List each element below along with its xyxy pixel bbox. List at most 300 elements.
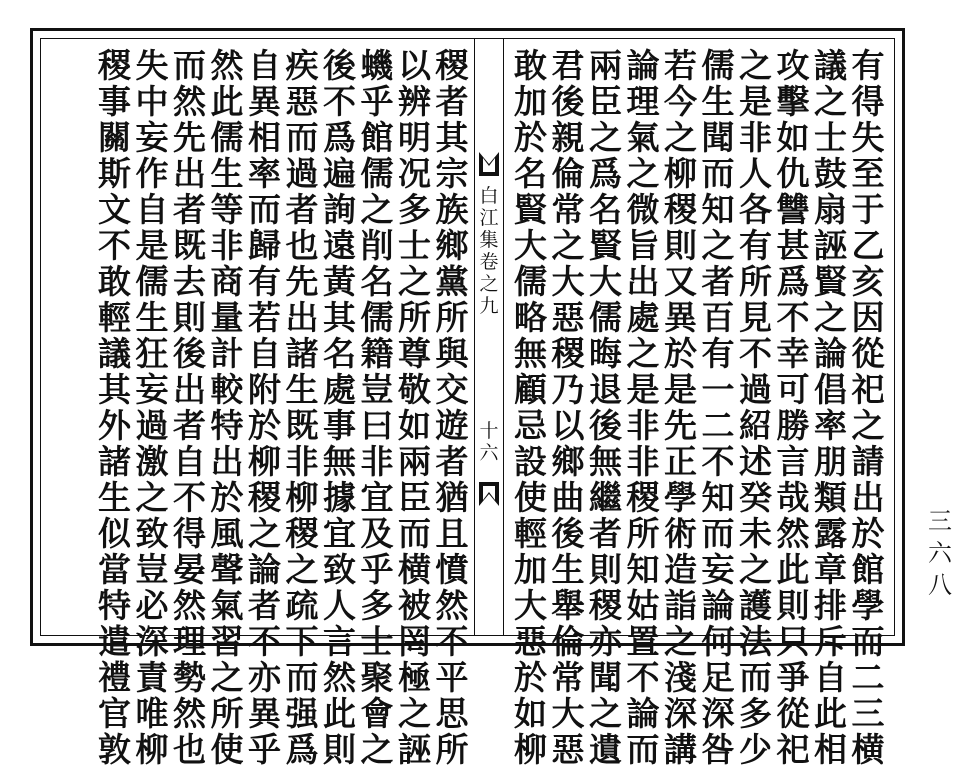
char: 於 (664, 334, 697, 373)
char: 常 (551, 658, 585, 697)
char: 不 (701, 442, 735, 481)
char: 柳 (285, 478, 319, 517)
char: 之 (701, 226, 735, 265)
char: 先 (173, 118, 206, 157)
char: 類 (814, 478, 847, 517)
text-column-left-1 (432, 46, 472, 769)
char: 議 (814, 46, 847, 85)
char: 於 (851, 514, 885, 553)
char: 之 (248, 514, 281, 553)
char: 失 (851, 118, 885, 157)
center-fold-band (474, 38, 504, 636)
char: 柳 (514, 730, 547, 769)
char: 率 (248, 154, 281, 193)
char: 今 (664, 82, 697, 121)
char: 江 (479, 207, 499, 229)
char: 多 (398, 190, 431, 229)
char: 稷 (285, 514, 319, 553)
char: 護 (739, 586, 772, 625)
char: 官 (98, 694, 131, 733)
char: 又 (664, 262, 697, 301)
char: 詢 (323, 190, 356, 229)
char: 常 (551, 190, 585, 229)
char: 計 (210, 334, 244, 373)
char: 先 (285, 262, 319, 301)
char: 從 (776, 694, 810, 733)
char: 是 (135, 226, 169, 265)
char: 儒 (514, 262, 547, 301)
char: 而 (739, 658, 772, 697)
char: 紹 (739, 406, 772, 445)
char: 館 (851, 550, 885, 589)
char: 是 (739, 82, 772, 121)
char: 者 (435, 82, 469, 121)
char: 事 (323, 406, 356, 445)
char: 所 (210, 694, 244, 733)
char: 誣 (398, 730, 431, 769)
text-column-right-4 (736, 46, 776, 769)
char: 而 (851, 622, 885, 661)
char: 先 (664, 406, 697, 445)
char: 倫 (551, 154, 585, 193)
char: 及 (360, 514, 394, 553)
char: 不 (435, 622, 469, 661)
char: 聲 (210, 550, 244, 589)
char: 疾 (285, 46, 319, 85)
char: 深 (135, 622, 169, 661)
char: 則 (589, 550, 622, 589)
char: 去 (173, 262, 206, 301)
char: 大 (551, 694, 585, 733)
char: 然 (173, 82, 206, 121)
char: 之 (210, 658, 244, 697)
char: 所 (739, 262, 772, 301)
char: 與 (435, 334, 469, 373)
char: 惡 (551, 298, 585, 337)
char: 稷 (551, 334, 585, 373)
char: 之 (285, 550, 319, 589)
char: 如 (398, 406, 431, 445)
char: 其 (323, 298, 356, 337)
char: 若 (664, 46, 697, 85)
char: 之 (664, 622, 697, 661)
char: 不 (98, 226, 131, 265)
char: 扇 (814, 190, 847, 229)
char: 之 (626, 154, 660, 193)
char: 生 (210, 154, 244, 193)
fish-tail-top-icon (477, 150, 501, 178)
char: 出 (851, 478, 885, 517)
char: 知 (701, 190, 735, 229)
char: 交 (435, 370, 469, 409)
char: 如 (514, 694, 547, 733)
char: 横 (398, 550, 431, 589)
char: 有 (851, 46, 885, 85)
char: 氣 (210, 586, 244, 625)
char: 晦 (589, 334, 622, 373)
char: 儒 (360, 298, 394, 337)
char: 處 (323, 370, 356, 409)
char: 强 (285, 694, 319, 733)
char: 爲 (285, 730, 319, 769)
char: 宗 (435, 154, 469, 193)
char: 人 (323, 586, 356, 625)
char: 以 (551, 406, 585, 445)
char: 則 (664, 226, 697, 265)
char: 事 (98, 82, 131, 121)
char: 於 (514, 118, 547, 157)
char: 之 (589, 694, 622, 733)
text-column-right-10 (511, 46, 551, 769)
char: 不 (739, 334, 772, 373)
char: 宜 (323, 514, 356, 553)
char: 於 (514, 658, 547, 697)
char: 唯 (135, 694, 169, 733)
char: 柳 (664, 154, 697, 193)
char: 有 (248, 262, 281, 301)
char: 者 (173, 190, 206, 229)
char: 有 (701, 334, 735, 373)
char: 之 (479, 273, 499, 295)
char: 氣 (626, 118, 660, 157)
char: 君 (551, 46, 585, 85)
char: 自 (248, 334, 281, 373)
char: 輕 (514, 514, 547, 553)
char: 論 (626, 694, 660, 733)
char: 削 (360, 226, 394, 265)
char: 十 (479, 420, 499, 442)
char: 者 (285, 190, 319, 229)
char: 下 (285, 622, 319, 661)
char: 疏 (285, 586, 319, 625)
text-column-left-9 (132, 46, 172, 769)
char: 所 (435, 298, 469, 337)
fish-tail-bottom-icon (477, 480, 501, 508)
char: 過 (135, 406, 169, 445)
char: 籍 (360, 334, 394, 373)
char: 各 (739, 190, 772, 229)
char: 設 (514, 442, 547, 481)
char: 稷 (248, 478, 281, 517)
char: 理 (173, 622, 206, 661)
page-number (925, 505, 955, 601)
char: 遣 (98, 622, 131, 661)
char: 輕 (98, 298, 131, 337)
char: 自 (173, 442, 206, 481)
char: 非 (739, 118, 772, 157)
char: 理 (626, 82, 660, 121)
char: 也 (173, 730, 206, 769)
char: 然 (173, 586, 206, 625)
char: 平 (435, 658, 469, 697)
char: 然 (776, 514, 810, 553)
char: 繼 (589, 478, 622, 517)
char: 六 (928, 539, 952, 567)
char: 仇 (776, 154, 810, 193)
char: 儒 (589, 298, 622, 337)
char: 之 (551, 226, 585, 265)
text-column-left-2 (395, 46, 435, 769)
char: 者 (248, 586, 281, 625)
char: 姑 (626, 586, 660, 625)
char: 得 (851, 82, 885, 121)
char: 相 (248, 118, 281, 157)
char: 一 (701, 370, 735, 409)
char: 勢 (173, 658, 206, 697)
char: 遊 (435, 406, 469, 445)
char: 何 (701, 622, 735, 661)
char: 其 (98, 370, 131, 409)
char: 深 (664, 694, 697, 733)
char: 異 (248, 82, 281, 121)
char: 極 (398, 658, 431, 697)
char: 九 (479, 295, 499, 317)
char: 文 (98, 190, 131, 229)
char: 八 (928, 571, 952, 599)
char: 非 (626, 406, 660, 445)
char: 露 (814, 514, 847, 553)
text-column-right-2 (811, 46, 851, 769)
char: 明 (398, 118, 431, 157)
char: 柳 (135, 730, 169, 769)
text-column-left-4 (320, 46, 360, 769)
char: 所 (435, 730, 469, 769)
char: 正 (664, 442, 697, 481)
char: 既 (285, 406, 319, 445)
char: 賢 (814, 262, 847, 301)
char: 可 (776, 370, 810, 409)
char: 幸 (776, 334, 810, 373)
char: 以 (398, 46, 431, 85)
char: 人 (739, 154, 772, 193)
char: 妄 (135, 118, 169, 157)
char: 言 (323, 622, 356, 661)
char: 風 (210, 514, 244, 553)
char: 稷 (589, 586, 622, 625)
char: 之 (135, 478, 169, 517)
char: 而 (248, 190, 281, 229)
char: 失 (135, 46, 169, 85)
char: 斯 (98, 154, 131, 193)
char: 後 (551, 82, 585, 121)
char: 而 (626, 730, 660, 769)
char: 之 (739, 550, 772, 589)
text-column-left-10 (95, 46, 135, 769)
char: 豈 (360, 370, 394, 409)
char: 則 (776, 586, 810, 625)
char: 癸 (739, 478, 772, 517)
char: 加 (514, 82, 547, 121)
char: 講 (664, 730, 697, 769)
char: 學 (851, 586, 885, 625)
char: 且 (435, 514, 469, 553)
char: 置 (626, 622, 660, 661)
char: 率 (814, 406, 847, 445)
char: 二 (851, 658, 885, 697)
char: 當 (98, 550, 131, 589)
char: 作 (135, 154, 169, 193)
char: 聚 (360, 658, 394, 697)
text-column-right-5 (698, 46, 738, 769)
char: 敢 (514, 46, 547, 85)
char: 其 (435, 118, 469, 157)
char: 後 (589, 406, 622, 445)
char: 宜 (360, 478, 394, 517)
char: 大 (514, 226, 547, 265)
char: 自 (248, 46, 281, 85)
char: 非 (210, 226, 244, 265)
char: 惡 (551, 730, 585, 769)
char: 朋 (814, 442, 847, 481)
char: 處 (626, 298, 660, 337)
char: 異 (248, 694, 281, 733)
char: 而 (398, 514, 431, 553)
char: 之 (626, 334, 660, 373)
char: 後 (551, 514, 585, 553)
char: 大 (514, 586, 547, 625)
char: 言 (776, 442, 810, 481)
char: 量 (210, 298, 244, 337)
char: 之 (739, 46, 772, 85)
char: 斥 (814, 622, 847, 661)
char: 鄉 (551, 442, 585, 481)
char: 至 (851, 154, 885, 193)
char: 爭 (776, 658, 810, 697)
char: 倫 (551, 622, 585, 661)
char: 述 (739, 442, 772, 481)
char: 士 (398, 226, 431, 265)
char: 臣 (398, 478, 431, 517)
char: 者 (701, 262, 735, 301)
char: 因 (851, 298, 885, 337)
char: 曰 (360, 406, 394, 445)
char: 多 (360, 586, 394, 625)
text-column-left-3 (357, 46, 397, 769)
char: 大 (589, 262, 622, 301)
char: 則 (173, 298, 206, 337)
char: 之 (814, 82, 847, 121)
char: 論 (248, 550, 281, 589)
char: 不 (248, 622, 281, 661)
char: 特 (98, 586, 131, 625)
char: 生 (98, 478, 131, 517)
char: 不 (173, 478, 206, 517)
char: 之 (589, 118, 622, 157)
char: 乎 (360, 550, 394, 589)
char: 過 (285, 154, 319, 193)
char: 是 (664, 370, 697, 409)
char: 此 (814, 694, 847, 733)
char: 責 (135, 658, 169, 697)
char: 惡 (285, 82, 319, 121)
char: 法 (739, 622, 772, 661)
char: 鼓 (814, 154, 847, 193)
char: 遍 (323, 154, 356, 193)
char: 無 (323, 442, 356, 481)
char: 此 (776, 550, 810, 589)
char: 少 (739, 730, 772, 769)
char: 術 (664, 514, 697, 553)
char: 會 (360, 694, 394, 733)
char: 勝 (776, 406, 810, 445)
char: 此 (323, 694, 356, 733)
char: 多 (739, 694, 772, 733)
char: 後 (323, 46, 356, 85)
text-column-right-1 (848, 46, 888, 769)
char: 不 (323, 82, 356, 121)
char: 舉 (551, 586, 585, 625)
char: 名 (360, 262, 394, 301)
char: 三 (851, 694, 885, 733)
char: 據 (323, 478, 356, 517)
char: 稷 (626, 478, 660, 517)
char: 之 (398, 694, 431, 733)
char: 然 (435, 586, 469, 625)
char: 退 (589, 370, 622, 409)
center-book-title (477, 185, 501, 317)
char: 遠 (323, 226, 356, 265)
char: 親 (551, 118, 585, 157)
char: 臣 (589, 82, 622, 121)
char: 致 (135, 514, 169, 553)
text-column-left-8 (170, 46, 210, 769)
char: 于 (851, 190, 885, 229)
char: 足 (701, 658, 735, 697)
char: 者 (589, 514, 622, 553)
char: 聞 (701, 118, 735, 157)
char: 百 (701, 298, 735, 337)
char: 而 (173, 46, 206, 85)
char: 憤 (435, 550, 469, 589)
char: 必 (135, 586, 169, 625)
text-column-right-3 (773, 46, 813, 769)
char: 歸 (248, 226, 281, 265)
char: 附 (248, 370, 281, 409)
char: 中 (135, 82, 169, 121)
char: 然 (323, 658, 356, 697)
char: 微 (626, 190, 660, 229)
char: 論 (814, 334, 847, 373)
char: 外 (98, 406, 131, 445)
char: 大 (551, 262, 585, 301)
char: 士 (360, 622, 394, 661)
char: 使 (210, 730, 244, 769)
char: 如 (776, 118, 810, 157)
char: 二 (701, 406, 735, 445)
char: 而 (701, 514, 735, 553)
char: 淺 (664, 658, 697, 697)
char: 激 (135, 442, 169, 481)
char: 爲 (776, 262, 810, 301)
char: 若 (248, 298, 281, 337)
char: 乎 (360, 82, 394, 121)
char: 顧 (514, 370, 547, 409)
char: 遺 (589, 730, 622, 769)
char: 館 (360, 118, 394, 157)
char: 是 (626, 370, 660, 409)
char: 詣 (664, 586, 697, 625)
char: 請 (851, 442, 885, 481)
char: 禮 (98, 658, 131, 697)
char: 自 (135, 190, 169, 229)
char: 論 (626, 46, 660, 85)
char: 也 (285, 226, 319, 265)
char: 而 (701, 154, 735, 193)
char: 祀 (776, 730, 810, 769)
char: 兩 (398, 442, 431, 481)
char: 特 (210, 406, 244, 445)
text-column-left-7 (207, 46, 247, 769)
